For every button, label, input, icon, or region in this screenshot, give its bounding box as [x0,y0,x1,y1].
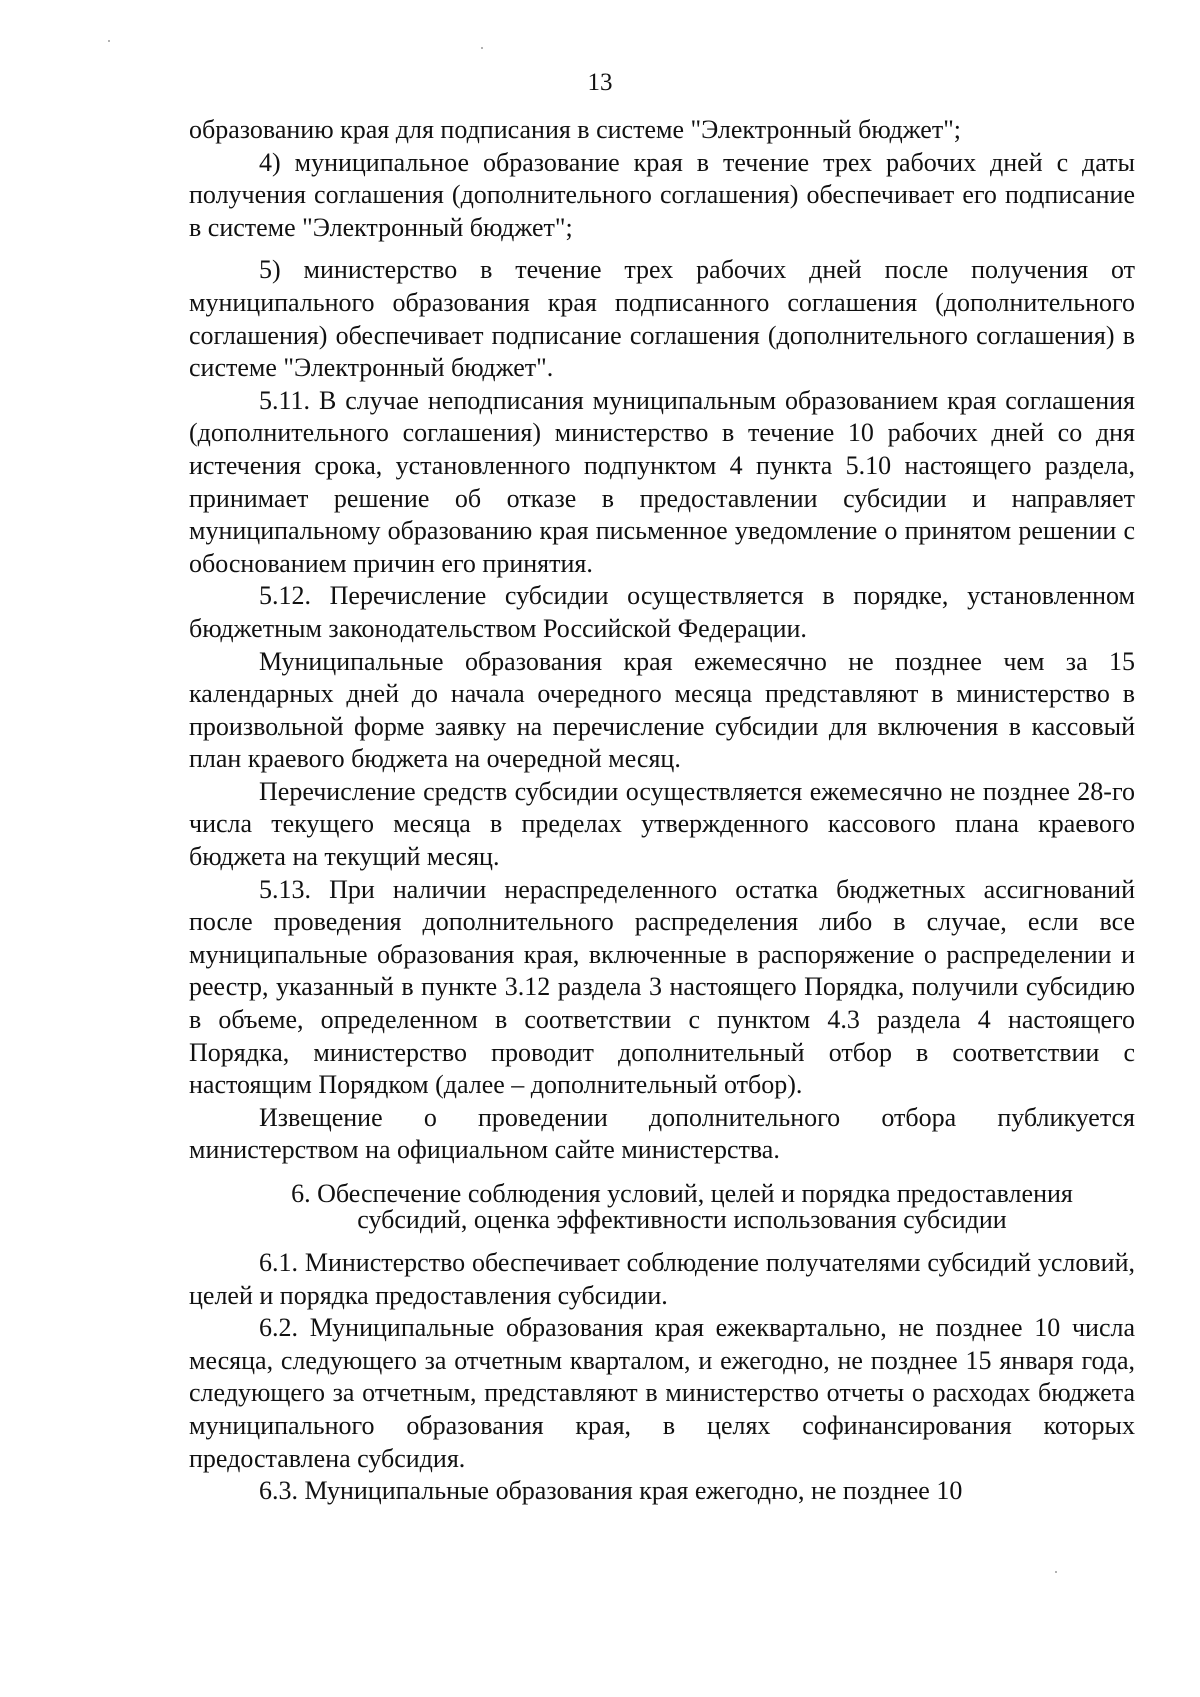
paragraph-5-11: 5.11. В случае неподписания муниципальным образованием края соглашения (дополнительного соглашения) министерство в течение 10 рабочих дней со дня истечения срока, установленного подпунктом 4 пункта 5.10 настоящего раздела, принимает решение об отказе в предоставлении субсидии и направляет муниципальному образованию края письменное уведомление о принятом решении с обоснованием причин его принятия. [189,385,1135,578]
section-heading-line-2: субсидий, оценка эффективности использования субсидии [357,1205,1007,1234]
scan-speck [481,47,483,49]
paragraph-6-2: 6.2. Муниципальные образования края ежеквартально, не позднее 10 числа месяца, следующего за отчетным кварталом, и ежегодно, не позднее 15 января года, следующего за отчетным, представляют в министерство отчеты о расходах бюджета муниципального образования края, в целях софинансирования которых предоставлена субсидия. [189,1313,1135,1473]
paragraph-5-12: 5.12. Перечисление субсидии осуществляется в порядке, установленном бюджетным законодательством Российской Федерации. [189,581,1135,643]
paragraph-5-13: 5.13. При наличии нераспределенного остатка бюджетных ассигнований после проведения дополнительного распределения либо в случае, если все муниципальные образования края, включенные в распоряжение о распределении и реестр, указанный в пункте 3.12 раздела 3 настоящего Порядка, получили субсидию в объеме, определенном в соответствии с пунктом 4.3 раздела 4 настоящего Порядка, министерство проводит дополнительный отбор в соответствии с настоящим Порядком (далее – дополнительный отбор). [189,874,1135,1100]
paragraph-6-1: 6.1. Министерство обеспечивает соблюдение получателями субсидий условий, целей и порядка предоставления субсидии. [189,1248,1135,1310]
section-heading-line-1: 6. Обеспечение соблюдения условий, целей и порядка предоставления [291,1179,1073,1208]
paragraph-monthly-request: Муниципальные образования края ежемесячно не позднее чем за 15 календарных дней до начала очередного месяца представляют в министерство в произвольной форме заявку на перечисление субсидии для включения в кассовый план краевого бюджета на очередной месяц. [189,646,1135,774]
paragraph-notice: Извещение о проведении дополнительного отбора публикуется министерством на официальном сайте министерства. [189,1102,1135,1165]
document-body [189,114,1135,1508]
page-number: 13 [587,69,613,96]
paragraph-6-3: 6.3. Муниципальные образования края ежегодно, не позднее 10 [259,1476,963,1506]
section-heading [189,1181,1135,1233]
paragraph-transfer-schedule: Перечисление средств субсидии осуществляется ежемесячно не позднее 28-го числа текущего месяца в пределах утвержденного кассового плана краевого бюджета на текущий месяц. [189,776,1135,872]
paragraph-item-4: 4) муниципальное образование края в течение трех рабочих дней с даты получения соглашения (дополнительного соглашения) обеспечивает его подписание в системе "Электронный бюджет"; [189,147,1135,242]
scan-speck [108,40,110,42]
paragraph-item-5: 5) министерство в течение трех рабочих дней после получения от муниципального образования края подписанного соглашения (дополнительного соглашения) обеспечивает подписание соглашения (дополнительного соглашения) в системе "Электронный бюджет". [189,255,1135,383]
scan-speck [1055,1571,1057,1573]
paragraph-continuation: образованию края для подписания в системе "Электронный бюджет"; [189,115,962,144]
